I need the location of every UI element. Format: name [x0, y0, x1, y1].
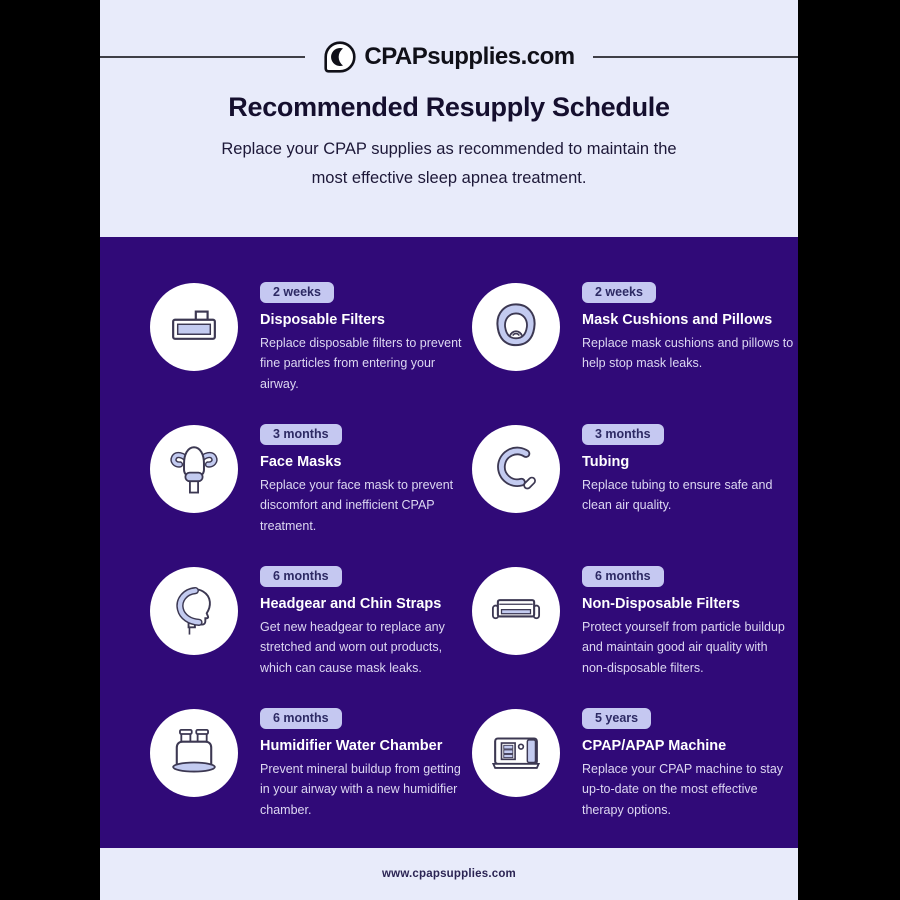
icon-circle	[150, 709, 238, 797]
item-description: Prevent mineral buildup from getting in your airway with a new humidifier chamber.	[260, 762, 461, 817]
interval-badge: 6 months	[582, 566, 664, 587]
item-title: Disposable Filters	[260, 312, 385, 328]
page-subtitle: Replace your CPAP supplies as recommended to maintain the most effective sleep apnea treatment.	[221, 140, 677, 187]
item-description: Get new headgear to replace any stretched and worn out products, which can cause mask leaks.	[260, 620, 445, 675]
footer-url: www.cpapsupplies.com	[382, 868, 516, 880]
interval-badge: 6 months	[260, 708, 342, 729]
icon-circle	[472, 425, 560, 513]
header	[100, 0, 798, 237]
item-title: CPAP/APAP Machine	[582, 738, 727, 754]
interval-badge: 2 weeks	[582, 282, 656, 303]
supply-item-disposable-filters	[150, 281, 472, 423]
logo-row	[100, 40, 798, 74]
icon-circle	[150, 283, 238, 371]
supply-item-humidifier-chamber	[150, 707, 472, 849]
tubing-icon	[487, 440, 545, 498]
item-title: Tubing	[582, 454, 630, 470]
item-description: Replace disposable filters to prevent fine particles from entering your airway.	[260, 336, 462, 391]
item-description: Replace mask cushions and pillows to help stop mask leaks.	[582, 336, 794, 371]
item-description: Protect yourself from particle buildup and maintain good air quality with non-disposable filters.	[582, 620, 785, 675]
supply-item-headgear	[150, 565, 472, 707]
item-description: Replace your CPAP machine to stay up-to-date on the most effective therapy options.	[582, 762, 784, 817]
humidifier-chamber-icon	[165, 724, 223, 782]
infographic-page	[100, 0, 798, 900]
divider-line-right	[593, 56, 798, 58]
interval-badge: 3 months	[260, 424, 342, 445]
item-title: Mask Cushions and Pillows	[582, 312, 773, 328]
supply-item-face-masks	[150, 423, 472, 565]
disposable-filter-icon	[165, 298, 223, 356]
interval-badge: 2 weeks	[260, 282, 334, 303]
interval-badge: 5 years	[582, 708, 651, 729]
divider-line-left	[100, 56, 305, 58]
supply-item-tubing	[472, 423, 794, 565]
item-title: Humidifier Water Chamber	[260, 738, 443, 754]
brand-logo	[323, 40, 574, 74]
schedule-grid	[100, 237, 798, 849]
moon-speech-bubble-icon	[323, 40, 357, 74]
item-title: Headgear and Chin Straps	[260, 596, 442, 612]
headgear-icon	[165, 582, 223, 640]
schedule-panel	[100, 237, 798, 848]
item-title: Non-Disposable Filters	[582, 596, 740, 612]
item-description: Replace tubing to ensure safe and clean air quality.	[582, 478, 773, 513]
non-disposable-filter-icon	[487, 582, 545, 640]
page-title: Recommended Resupply Schedule	[228, 92, 670, 122]
mask-cushion-icon	[487, 298, 545, 356]
icon-circle	[150, 567, 238, 655]
icon-circle	[472, 567, 560, 655]
item-title: Face Masks	[260, 454, 342, 470]
supply-item-cpap-machine	[472, 707, 794, 849]
icon-circle	[472, 709, 560, 797]
supply-item-mask-cushions	[472, 281, 794, 423]
item-description: Replace your face mask to prevent discomfort and inefficient CPAP treatment.	[260, 478, 454, 533]
brand-name: CPAPsupplies.com	[364, 43, 575, 70]
icon-circle	[150, 425, 238, 513]
interval-badge: 3 months	[582, 424, 664, 445]
interval-badge: 6 months	[260, 566, 342, 587]
footer	[100, 848, 798, 900]
icon-circle	[472, 283, 560, 371]
supply-item-non-disposable-filters	[472, 565, 794, 707]
cpap-machine-icon	[487, 724, 545, 782]
face-mask-icon	[165, 440, 223, 498]
